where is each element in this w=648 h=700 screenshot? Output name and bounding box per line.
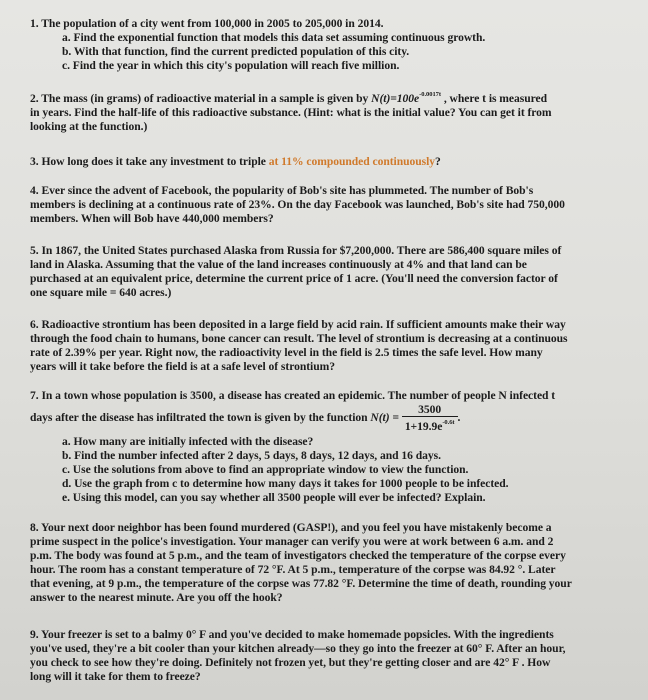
question-1-text: 1. The population of a city went from 100,000 in 2005 to 205,000 in 2014. [30, 17, 384, 30]
question-8-line: that evening, at 9 p.m., the temperature of the corpse was 77.82 °F. Determine the time of death, rounding your [30, 577, 572, 590]
question-8-line: p.m. The body was found at 5 p.m., and the team of investigators checked the temperature of the corpse every [30, 549, 566, 562]
question-9-line: you've used, they're a bit cooler than your kitchen already—so they go into the freezer at 60° F. After an hour, [30, 642, 566, 655]
question-8-line: hour. The room has a constant temperature of 72 °F. At 5 p.m., temperature of the corpse was 84.92 °. Later [30, 563, 556, 576]
question-5-line: one square mile = 640 acres.) [30, 286, 172, 299]
question-5-line: land in Alaska. Assuming that the value of the land increases continuously at 4% and that land can be [30, 258, 527, 271]
question-4-line: 4. Ever since the advent of Facebook, the popularity of Bob's site has plummeted. The number of Bob's [30, 184, 534, 197]
question-4 [30, 184, 565, 226]
question-7-line2: days after the disease has infiltrated the town is given by the function [30, 411, 371, 425]
fraction-exponent: -0.6t [442, 419, 455, 426]
fraction-numerator: 3500 [402, 404, 458, 417]
question-6 [30, 318, 568, 374]
question-7d: d. Use the graph from c to determine how many days it takes for 1000 people to be infected. [62, 477, 509, 490]
question-4-line: members is declining at a continuous rate of 23%. On the day Facebook was launched, Bob's site had 750,000 [30, 198, 565, 211]
question-4-line: members. When will Bob have 440,000 members? [30, 212, 274, 225]
question-3-highlight: at 11% compounded continuously [268, 155, 436, 168]
question-3 [30, 155, 441, 169]
question-7c: c. Use the solutions from above to find an appropriate window to view the function. [62, 463, 469, 476]
question-1a: a. Find the exponential function that models this data set assuming continuous growth. [62, 31, 486, 44]
question-5 [30, 244, 561, 300]
question-9-line: 9. Your freezer is set to a balmy 0° F and you've decided to make homemade popsicles. With the ingredients [30, 628, 554, 641]
question-2-text-end: , where t is measured [440, 92, 547, 105]
question-8-line: 8. Your next door neighbor has been found murdered (GASP!), and you feel you have mistakenly become a [30, 521, 552, 534]
question-6-line: through the food chain to humans, bone cancer can result. The level of strontium is decreasing at a continuous [30, 332, 568, 345]
question-6-line: rate of 2.39% per year. Right now, the radioactivity level in the field is 2.5 times the safe level. How many [30, 346, 543, 359]
question-3-text: 3. How long does it take any investment to triple [30, 155, 269, 168]
question-8 [30, 521, 572, 605]
question-6-line: 6. Radioactive strontium has been deposited in a large field by acid rain. If sufficient amounts make their way [30, 318, 566, 331]
question-5-line: 5. In 1867, the United States purchased Alaska from Russia for $7,200,000. There are 586,400 square miles of [30, 244, 562, 257]
question-1c: c. Find the year in which this city's population will reach five million. [62, 59, 400, 72]
question-5-line: purchased at an equivalent price, determine the current price of 1 acre. (You'll need the conversion factor of [30, 272, 558, 285]
question-7-function: N(t) = [370, 411, 399, 425]
question-7-fraction [402, 404, 458, 433]
question-9-line: you check to see how they're doing. Definitely not frozen yet, but they're getting closer and are 42° F . How [30, 656, 551, 669]
question-8-line: prime suspect in the police's investigation. Your manager can verify you were at work between 6 a.m. and 2 [30, 535, 554, 548]
question-1b: b. With that function, find the current predicted population of this city. [62, 45, 410, 58]
question-7-line1: 7. In a town whose population is 3500, a disease has created an epidemic. The number of people N infected t [30, 389, 556, 402]
question-7e: e. Using this model, can you say whether all 3500 people will ever be infected? Explain. [62, 491, 486, 504]
fraction-denominator: 1+19.9e [404, 420, 443, 433]
question-2-line2-end: of this radioactive substance. (Hint: what is the initial value? You can get it from [156, 106, 552, 119]
question-2-half-life: half-life [118, 106, 157, 119]
question-2 [30, 88, 552, 134]
question-8-line: answer to the nearest minute. Are you off the hook? [30, 591, 283, 604]
question-7 [30, 389, 555, 505]
question-7a: a. How many are initially infected with the disease? [62, 435, 314, 448]
question-2-line2-start: in years. Find the [30, 106, 119, 119]
question-7-period: . [457, 411, 461, 425]
question-3-end: ? [435, 155, 441, 168]
question-6-line: years will it take before the field is at a safe level of strontium? [30, 360, 335, 373]
question-2-text: 2. The mass (in grams) of radioactive material in a sample is given by [30, 92, 372, 105]
question-2-line3: looking at the function.) [30, 120, 148, 133]
question-2-exponent: -0.0017t [419, 91, 441, 98]
question-2-formula: N(t)=100e [371, 92, 420, 105]
question-1 [30, 17, 485, 73]
question-9 [30, 628, 565, 684]
question-9-line: long will it take for them to freeze? [30, 670, 201, 683]
question-7b: b. Find the number infected after 2 days, 5 days, 8 days, 12 days, and 16 days. [62, 449, 441, 462]
